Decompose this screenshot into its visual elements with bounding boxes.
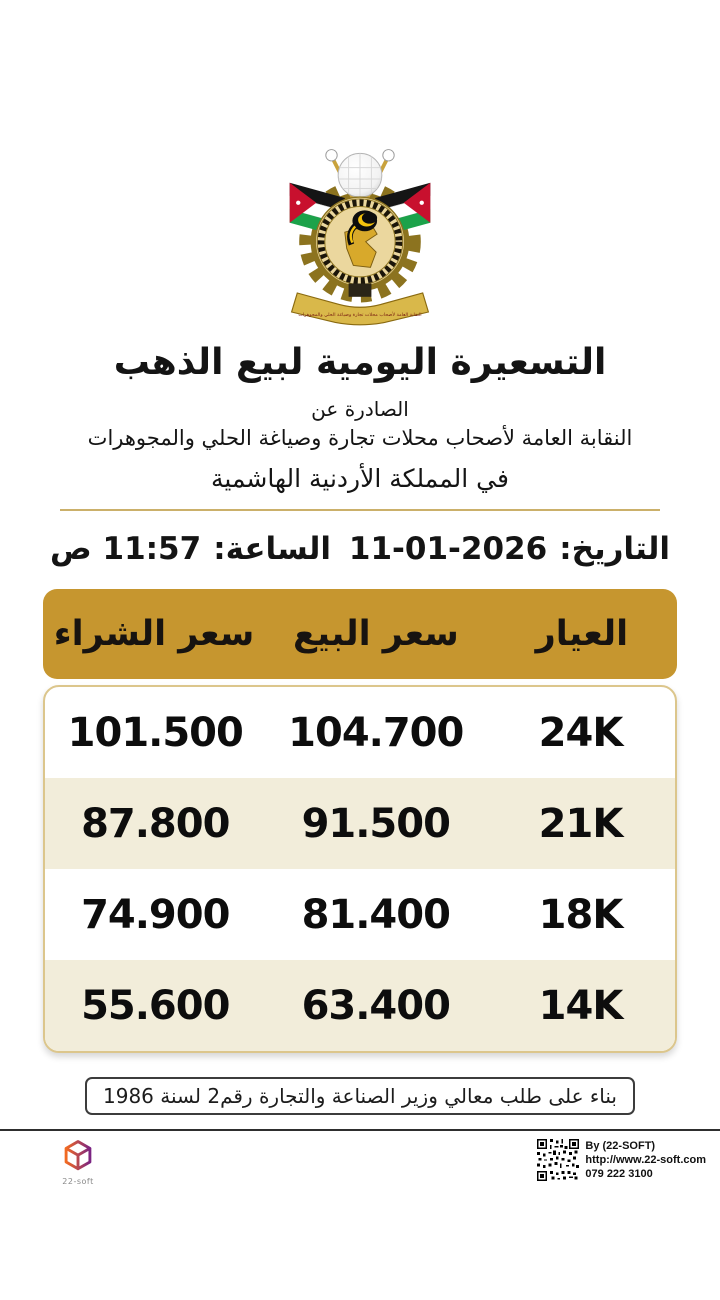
karat-value: 24K (538, 709, 623, 756)
gold-divider (60, 509, 660, 511)
buy-price: 55.600 (81, 982, 230, 1029)
sell-price: 104.700 (288, 709, 464, 756)
gold-price-table (43, 589, 677, 1053)
column-header-karat: العيار (535, 614, 629, 654)
pearl-icon (336, 153, 384, 197)
time-label: الساعة: (213, 531, 332, 567)
country-line: في المملكة الأردنية الهاشمية (211, 464, 509, 493)
credit-url: http://www.22-soft.com (585, 1154, 706, 1166)
karat-value: 21K (538, 800, 623, 847)
karat-value: 18K (538, 891, 623, 938)
ribbon-banner-icon (292, 293, 429, 325)
sell-price: 63.400 (301, 982, 450, 1029)
buy-price: 74.900 (81, 891, 230, 938)
column-header-sell: سعر البيع (292, 614, 459, 654)
sell-price: 81.400 (301, 891, 450, 938)
date-group (349, 527, 670, 571)
maker-logo-caption: 22-soft (62, 1177, 94, 1186)
issued-by-line: الصادرة عن (311, 397, 409, 421)
ribbon-text: النقابة العامة لأصحاب محلات تجارة وصياغة الحلي والمجوهرات (298, 312, 422, 318)
table-row-21k (45, 778, 675, 869)
date-value: 11-01-2026 (348, 531, 548, 567)
legal-note: بناء على طلب معالي وزير الصناعة والتجارة رقم2 لسنة 1986 (85, 1077, 635, 1115)
table-row-18k (45, 869, 675, 960)
page-title: التسعيرة اليومية لبيع الذهب (113, 342, 607, 383)
buy-price: 101.500 (67, 709, 243, 756)
table-row-24k (45, 687, 675, 778)
time-group (50, 527, 331, 571)
table-body (43, 685, 677, 1053)
time-value: 11:57 ص (50, 531, 202, 567)
column-header-buy: سعر الشراء (53, 614, 255, 654)
date-time-row (0, 527, 720, 571)
syndicate-emblem (0, 0, 720, 336)
sell-price: 91.500 (301, 800, 450, 847)
table-row-14k (45, 960, 675, 1051)
table-header-row (43, 589, 677, 679)
credit-block (537, 1139, 706, 1181)
qr-code-icon (537, 1139, 579, 1181)
footer-bar (0, 1131, 720, 1201)
date-label: التاريخ: (559, 531, 670, 567)
emblem-base (349, 284, 372, 297)
syndicate-emblem-graphic (284, 140, 436, 332)
credit-by: By (22-SOFT) (585, 1140, 656, 1152)
buy-price: 87.800 (81, 800, 230, 847)
association-name: النقابة العامة لأصحاب محلات تجارة وصياغة الحلي والمجوهرات (87, 426, 633, 450)
cube-logo-icon (62, 1139, 94, 1173)
karat-value: 14K (538, 982, 623, 1029)
credit-phone: 079 222 3100 (585, 1168, 653, 1180)
maker-logo (58, 1139, 98, 1186)
